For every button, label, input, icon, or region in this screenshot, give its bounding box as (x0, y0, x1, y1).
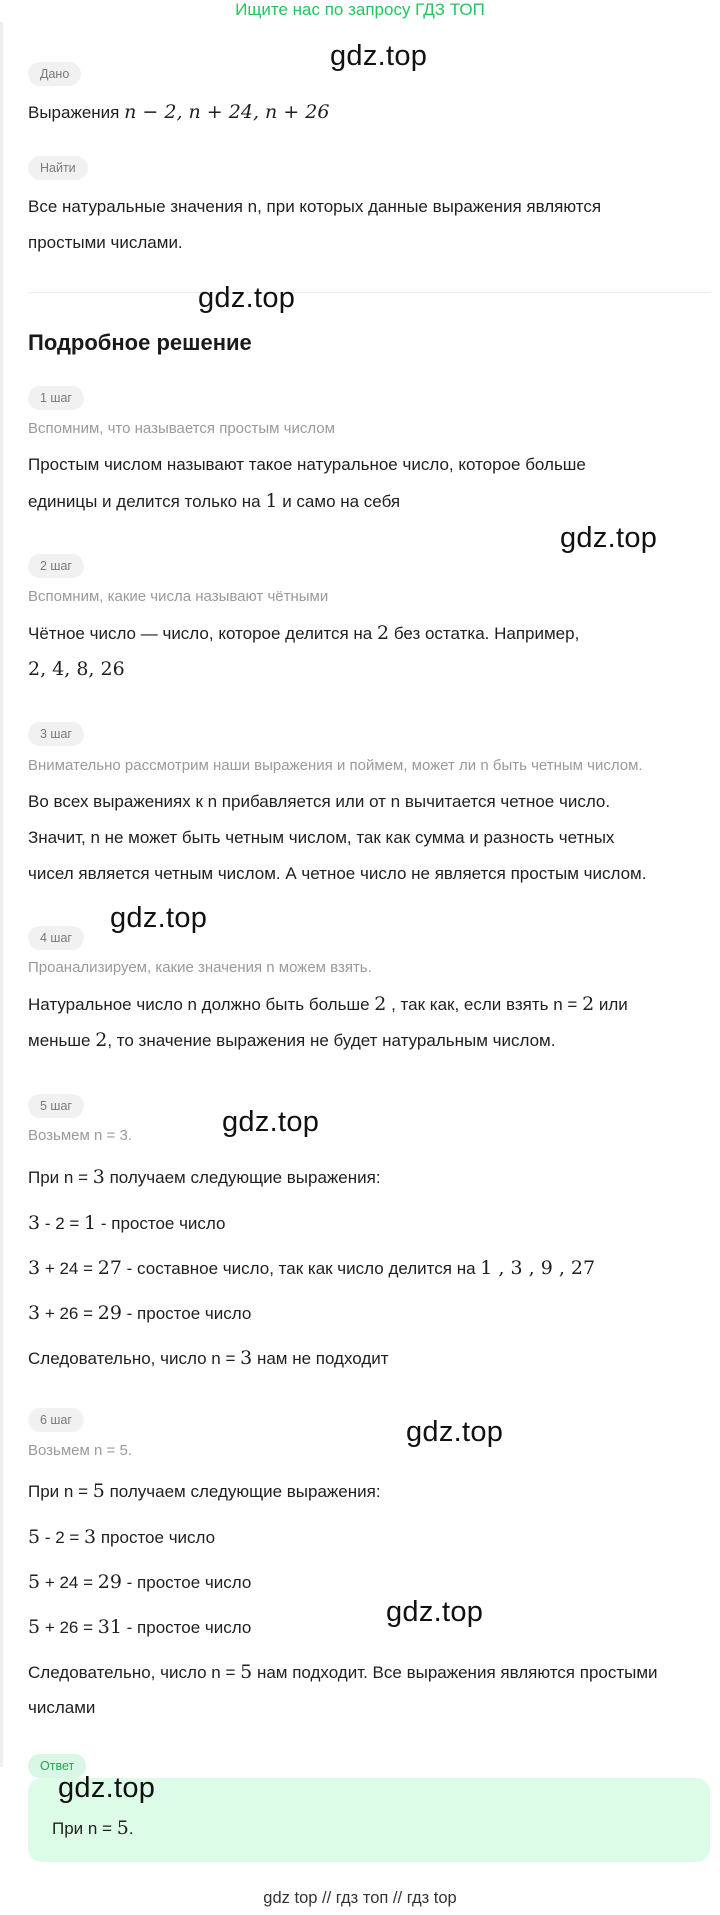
step-5-conclusion (28, 1340, 389, 1377)
watermark: gdz.top (330, 40, 428, 72)
step-5-r1-op: - 2 = (40, 1214, 85, 1233)
step-6-row-3 (28, 1609, 251, 1646)
step-3-line-2: Значит, n не может быть четным числом, так как сумма и разность четных (28, 828, 615, 847)
step-5-r2-c: - составное число, так как число делится на (121, 1259, 476, 1278)
step-6-r2-a: 5 (28, 1571, 41, 1593)
step-6-r1-b: 3 (84, 1526, 97, 1548)
step-6-r1-op: - 2 = (40, 1528, 85, 1547)
watermark: gdz.top (110, 902, 208, 934)
step-5-r3-b: 29 (97, 1302, 122, 1324)
answer-number: 5 (116, 1817, 129, 1839)
given-prefix: Выражения (28, 103, 120, 122)
step-5-hint-text: Возьмем n = (28, 1127, 116, 1144)
step-6-hint (28, 1441, 132, 1461)
footer-link-3[interactable]: гдз top (406, 1889, 457, 1907)
solution-title: Подробное решение (28, 330, 252, 355)
step-3-hint: Внимательно рассмотрим наши выражения и поймем, может ли n быть четным числом. (28, 757, 643, 774)
step-5-row-2 (28, 1250, 595, 1287)
step-5-r3-op: + 26 = (40, 1304, 98, 1323)
step-6-r1-c: простое число (96, 1528, 216, 1547)
footer-separator: // (392, 1889, 403, 1907)
step-2-number: 2 (377, 622, 390, 644)
step-1-line-1: Простым числом называют такое натуральное число, которое больше (28, 455, 586, 474)
step-6-intro-a: При n = (28, 1482, 88, 1501)
step-6-hint-dot: . (127, 1442, 132, 1459)
step-5-r1-b: 1 (84, 1212, 97, 1234)
watermark: gdz.top (560, 522, 658, 554)
step-4-number-c: 2 (95, 1029, 108, 1051)
step-5-hint-number: 3 (119, 1127, 128, 1144)
step-6-conclusion-line-2: числами (28, 1698, 96, 1717)
step-6-concl-a: Следовательно, число n = (28, 1663, 236, 1682)
watermark: gdz.top (386, 1596, 484, 1628)
section-divider (28, 292, 710, 293)
step-6-concl-number: 5 (240, 1661, 253, 1683)
step-2-text-b: без остатка. Например, (393, 624, 580, 643)
answer-text-b: . (128, 1819, 134, 1838)
step-1-label: 1 шаг (28, 386, 84, 410)
footer-link-1[interactable]: gdz top (263, 1889, 318, 1907)
step-5-intro-number: 3 (92, 1166, 105, 1188)
watermark: gdz.top (406, 1416, 504, 1448)
step-6-r3-a: 5 (28, 1616, 41, 1638)
find-line-2: простыми числами. (28, 233, 183, 252)
step-6-concl-b: нам подходит. Все выражения являются простыми (256, 1663, 658, 1682)
step-4-number-a: 2 (374, 993, 387, 1015)
step-6-r3-b: 31 (97, 1616, 122, 1638)
step-6-row-1 (28, 1519, 215, 1556)
watermark: gdz.top (198, 282, 296, 314)
step-1-hint: Вспомним, что называется простым числом (28, 420, 335, 437)
step-5-concl-number: 3 (240, 1347, 253, 1369)
step-5-r1-c: - простое число (96, 1214, 226, 1233)
find-label: Найти (28, 156, 88, 180)
step-5-row-3 (28, 1295, 251, 1332)
footer-link-2[interactable]: гдз топ (335, 1889, 389, 1907)
step-3-line-1: Во всех выражениях к n прибавляется или от n вычитается четное число. (28, 792, 611, 811)
left-divider (0, 22, 3, 1767)
step-6-row-2 (28, 1564, 251, 1601)
step-5-r2-a: 3 (28, 1257, 41, 1279)
step-2-label: 2 шаг (28, 554, 84, 578)
step-5-r1-a: 3 (28, 1212, 41, 1234)
step-2-examples: 2, 4, 8, 26 (28, 658, 125, 680)
step-6-intro (28, 1473, 381, 1510)
step-4-line-2 (28, 1022, 555, 1059)
step-4-number-b: 2 (582, 993, 595, 1015)
answer-text (52, 1810, 134, 1847)
step-4-text-a: Натуральное число n должно быть больше (28, 995, 370, 1014)
step-5-r3-c: - простое число (121, 1304, 252, 1323)
step-4-text-d: меньше (28, 1031, 91, 1050)
step-4-line-1 (28, 986, 628, 1023)
step-1-text-a: единицы и делится только на (28, 492, 261, 511)
step-1-text-b: и само на себя (282, 492, 401, 511)
step-3-line-3: чисел является четным числом. А четное число не является простым числом. (28, 864, 647, 883)
step-5-row-1 (28, 1205, 226, 1242)
step-5-concl-b: нам не подходит (256, 1349, 389, 1368)
step-1-line-2 (28, 483, 400, 520)
step-2-text-a: Чётное число — число, которое делится на (28, 624, 373, 643)
given-label: Дано (28, 62, 81, 86)
step-5-r2-divisors: 1 , 3 , 9 , 27 (480, 1257, 596, 1279)
footer-links (0, 1889, 720, 1908)
step-5-r2-op: + 24 = (40, 1259, 98, 1278)
step-6-intro-b: получаем следующие выражения: (109, 1482, 381, 1501)
step-5-label: 5 шаг (28, 1094, 84, 1118)
step-3-label: 3 шаг (28, 722, 84, 746)
step-5-r2-b: 27 (97, 1257, 122, 1279)
given-text (28, 94, 329, 131)
step-5-concl-a: Следовательно, число n = (28, 1349, 236, 1368)
step-2-hint: Вспомним, какие числа называют чётными (28, 588, 329, 605)
step-6-r3-c: - простое число (121, 1618, 252, 1637)
step-5-intro (28, 1159, 381, 1196)
step-6-r1-a: 5 (28, 1526, 41, 1548)
step-5-intro-a: При n = (28, 1168, 88, 1187)
given-expressions: n − 2, n + 24, n + 26 (124, 101, 330, 123)
answer-label: Ответ (28, 1754, 86, 1778)
step-6-hint-text: Возьмем n = (28, 1442, 116, 1459)
step-5-hint-dot: . (127, 1127, 132, 1144)
step-4-text-e: , то значение выражения не будет натуральным числом. (107, 1031, 556, 1050)
step-5-hint (28, 1126, 132, 1146)
find-line-1: Все натуральные значения n, при которых данные выражения являются (28, 197, 602, 216)
step-6-r2-b: 29 (97, 1571, 122, 1593)
step-6-r3-op: + 26 = (40, 1618, 98, 1637)
step-6-r2-c: - простое число (121, 1573, 252, 1592)
watermark: gdz.top (58, 1772, 156, 1804)
step-1-number: 1 (265, 490, 278, 512)
top-banner[interactable]: Ищите нас по запросу ГДЗ ТОП (235, 0, 485, 19)
step-4-text-b: , так как, если взять n = (391, 995, 578, 1014)
step-4-hint: Проанализируем, какие значения n можем взять. (28, 959, 372, 976)
step-4-text-c: или (598, 995, 628, 1014)
step-2-line-1 (28, 615, 579, 652)
step-6-hint-number: 5 (119, 1442, 128, 1459)
watermark: gdz.top (222, 1106, 320, 1138)
answer-text-a: При n = (52, 1819, 112, 1838)
step-4-label: 4 шаг (28, 926, 84, 950)
step-6-intro-number: 5 (92, 1480, 105, 1502)
footer-separator: // (322, 1889, 332, 1907)
step-5-r3-a: 3 (28, 1302, 41, 1324)
step-6-label: 6 шаг (28, 1408, 84, 1432)
step-6-r2-op: + 24 = (40, 1573, 98, 1592)
step-5-intro-b: получаем следующие выражения: (109, 1168, 381, 1187)
step-6-conclusion (28, 1654, 658, 1691)
